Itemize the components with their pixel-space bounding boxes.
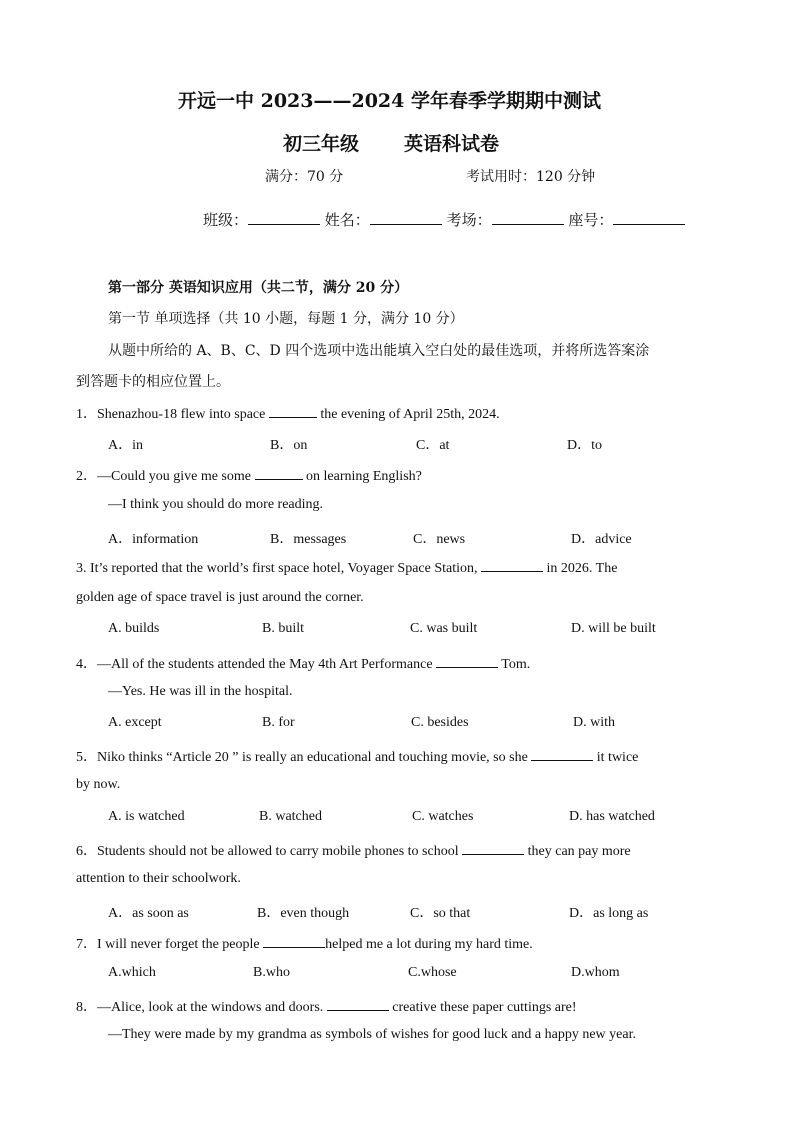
option-a: A．in <box>108 438 143 453</box>
answer-blank <box>263 935 325 948</box>
exam-title: 开远一中 2023——2024 学年春季学期期中测试 <box>178 90 601 112</box>
option-c: C. besides <box>411 715 469 730</box>
answer-blank <box>462 842 524 855</box>
class-field[interactable] <box>248 209 320 225</box>
question-2: 2．—Could you give me some on learning English? <box>76 469 422 484</box>
name-field[interactable] <box>370 209 442 225</box>
question-2-reply: —I think you should do more reading. <box>108 497 324 512</box>
option-c: C.whose <box>408 965 457 980</box>
question-8-reply: —They were made by my grandma as symbols of wishes for good luck and a happy new year. <box>108 1027 636 1042</box>
option-a: A. builds <box>108 621 160 636</box>
student-info-row <box>203 209 685 230</box>
option-d: D. has watched <box>569 809 655 824</box>
answer-blank <box>327 998 389 1011</box>
question-6-line-2: attention to their schoolwork. <box>76 871 241 886</box>
answer-blank <box>481 559 543 572</box>
answer-blank <box>531 748 593 761</box>
option-c: C. watches <box>412 809 474 824</box>
option-b: B. watched <box>259 809 322 824</box>
instruction-line-2: 到答题卡的相应位置上。 <box>76 374 230 390</box>
part-heading: 第一部分 英语知识应用（共二节，满分 20 分） <box>108 280 409 296</box>
option-d: D. will be built <box>571 621 656 636</box>
option-c: C．news <box>413 532 466 547</box>
option-b: B．even though <box>257 906 350 921</box>
question-3-line-2: golden age of space travel is just around the corner. <box>76 590 364 605</box>
option-d: D．as long as <box>569 906 649 921</box>
question-5-line-2: by now. <box>76 777 121 792</box>
option-b: B. built <box>262 621 305 636</box>
seat-field[interactable] <box>613 209 685 225</box>
instruction-line-1: 从题中所给的 A、B、C、D 四个选项中选出能填入空白处的最佳选项，并将所选答案涂 <box>108 343 650 359</box>
seat-label: 座号： <box>568 211 614 229</box>
section-heading: 第一节 单项选择（共 10 小题，每题 1 分，满分 10 分） <box>108 311 464 327</box>
exam-duration: 考试用时：120 分钟 <box>466 169 596 185</box>
question-3: 3. It’s reported that the world’s first space hotel, Voyager Space Station, in 2026. The <box>76 561 618 576</box>
option-c: C．at <box>416 438 450 453</box>
question-4-reply: —Yes. He was ill in the hospital. <box>108 684 293 699</box>
question-4: 4．—All of the students attended the May 4th Art Performance Tom. <box>76 657 531 672</box>
option-d: D．to <box>567 438 602 453</box>
option-b: B．messages <box>270 532 347 547</box>
question-6: 6．Students should not be allowed to carry mobile phones to school they can pay more <box>76 844 631 859</box>
full-score: 满分：70 分 <box>265 169 344 185</box>
option-b: B.who <box>253 965 290 980</box>
option-a: A．information <box>108 532 199 547</box>
answer-blank <box>269 405 317 418</box>
class-label: 班级： <box>203 211 249 229</box>
question-8: 8．—Alice, look at the windows and doors. creative these paper cuttings are! <box>76 1000 577 1015</box>
option-b: B. for <box>262 715 295 730</box>
option-a: A．as soon as <box>108 906 189 921</box>
answer-blank <box>255 467 303 480</box>
option-a: A. except <box>108 715 162 730</box>
answer-blank <box>436 655 498 668</box>
grade-label: 初三年级 <box>283 133 360 155</box>
question-5: 5．Niko thinks “Article 20 ” is really an educational and touching movie, so she it twice <box>76 750 639 765</box>
option-a: A. is watched <box>108 809 185 824</box>
room-label: 考场： <box>446 211 492 229</box>
name-label: 姓名： <box>324 211 370 229</box>
option-d: D．advice <box>571 532 632 547</box>
option-d: D. with <box>573 715 615 730</box>
option-a: A.which <box>108 965 156 980</box>
option-c: C．so that <box>410 906 471 921</box>
room-field[interactable] <box>492 209 564 225</box>
question-7: 7．I will never forget the people helped me a lot during my hard time. <box>76 937 533 952</box>
option-c: C. was built <box>410 621 478 636</box>
subject-label: 英语科试卷 <box>404 133 500 155</box>
option-d: D.whom <box>571 965 620 980</box>
option-b: B．on <box>270 438 308 453</box>
question-1: 1．Shenazhou-18 flew into space the evening of April 25th, 2024. <box>76 407 500 422</box>
